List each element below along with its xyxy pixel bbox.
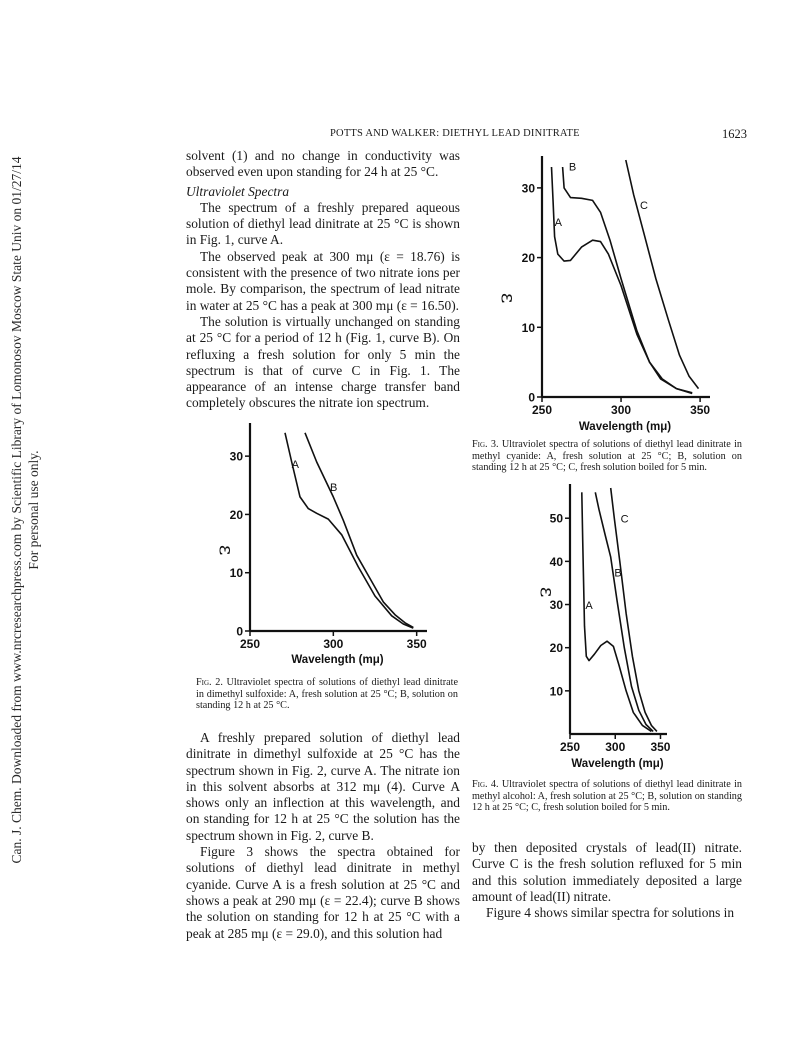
- curve-b: [305, 433, 413, 628]
- x-tick-label: 250: [239, 637, 261, 651]
- y-tick-label: 10: [549, 684, 563, 699]
- y-tick-label: 10: [229, 566, 243, 581]
- download-notice-line2: For personal use only.: [26, 450, 41, 570]
- x-axis-label: Wavelength (mμ): [571, 758, 664, 770]
- curve-label-a: A: [585, 599, 593, 612]
- y-axis-label: ε: [215, 544, 239, 556]
- figure-2-caption: [196, 677, 458, 712]
- section-heading: Ultraviolet Spectra: [186, 183, 290, 199]
- figure-2-caption-label: Fig. 2.: [196, 677, 223, 688]
- y-tick-label: 30: [229, 449, 243, 464]
- figure-2-caption-text: Ultraviolet spectra of solutions of diethyl lead dinitrate in dimethyl sulfoxide: A, fresh solution at 25 °C; B, solution on standing 12 h at 25 °C.: [196, 677, 458, 712]
- x-axis-label: Wavelength (mμ): [291, 654, 384, 666]
- figure-2-chart: [190, 415, 465, 675]
- curve-label-a: A: [554, 217, 562, 230]
- y-tick-label: 30: [549, 598, 563, 613]
- y-tick-label: 10: [521, 320, 535, 335]
- y-tick-label: 20: [521, 251, 535, 266]
- figure-4-caption-label: Fig. 4.: [472, 779, 499, 790]
- left-column-bottom-text: [186, 730, 460, 942]
- download-notice-sidebar: [0, 60, 60, 960]
- right-column-bottom-text: [472, 840, 742, 921]
- paragraph: The observed peak at 300 mμ (ε = 18.76) is consistent with the presence of two nitrate ions per mole. By comparison, the spectrum of lead nitrate in water at 25 °C has a peak at 300 mμ (ε = 16.50).: [186, 248, 460, 313]
- left-column-top-text: [186, 148, 460, 412]
- y-tick-label: 30: [521, 181, 535, 196]
- curve-label-b: B: [568, 161, 577, 174]
- y-tick-label: 0: [528, 390, 535, 405]
- x-tick-label: 300: [605, 740, 626, 754]
- figure-3-caption-text: Ultraviolet spectra of solutions of diethyl lead dinitrate in methyl cyanide: A, fresh solution at 25 °C; B, solution on standing 12 h at 25 °C; C, fresh solution boiled for 5 min.: [472, 439, 742, 474]
- paragraph: A freshly prepared solution of diethyl lead dinitrate in dimethyl sulfoxide at 25 °C has the spectrum shown in Fig. 2, curve A. The nitrate ion in this solvent absorbs at 312 mμ (4). Curve A shows only an inflection at this wavelength, and on standing for 12 h at 25 °C the solution has the spectrum shown in Fig. 2, curve B.: [186, 730, 460, 843]
- x-tick-label: 250: [531, 403, 553, 417]
- figure-4-caption-text: Ultraviolet spectra of solutions of diethyl lead dinitrate in methyl alcohol: A, fresh solution at 25 °C; B, solution on standing 12 h at 25 °C; C, fresh solution boiled for 5 min.: [472, 779, 742, 814]
- paragraph: The spectrum of a freshly prepared aqueous solution of diethyl lead dinitrate at 25 °C is shown in Fig. 1, curve A.: [186, 199, 460, 248]
- y-axis-label: ε: [536, 586, 560, 598]
- curve-a: [285, 433, 413, 628]
- page-number: 1623: [722, 127, 747, 141]
- y-axis-label: ε: [497, 292, 521, 304]
- paragraph: The solution is virtually unchanged on standing at 25 °C for a period of 12 h (Fig. 1, curve B). On refluxing a fresh solution for only 5 min the spectrum is that of curve C in Fig. 1. The appearance of an intense charge transfer band completely obscures the nitrate ion spectrum.: [186, 313, 460, 411]
- x-tick-label: 350: [406, 637, 427, 651]
- paragraph: Figure 3 shows the spectra obtained for solutions of diethyl lead dinitrate in methyl cyanide. Curve A is a fresh solution at 25 °C and shows a peak at 290 mμ (ε = 22.4); curve B shows the solution on standing for 12 h at 25 °C with a peak at 285 mμ (ε = 29.0), and this solution had: [186, 844, 460, 941]
- x-tick-label: 250: [559, 740, 581, 754]
- curve-b: [563, 167, 693, 394]
- figure-3-caption-label: Fig. 3.: [472, 439, 499, 450]
- x-tick-label: 350: [650, 740, 671, 754]
- figure-4-chart: [515, 480, 720, 780]
- curve-label-c: C: [620, 513, 629, 526]
- paragraph: Figure 4 shows similar spectra for solutions in: [486, 905, 735, 921]
- download-notice-line1: Can. J. Chem. Downloaded from www.nrcresearchpress.com by Scientific Library of Lomonosov Moscow State Univ on 01/27/14: [9, 156, 24, 864]
- x-tick-label: 300: [611, 403, 632, 417]
- y-tick-label: 20: [549, 641, 563, 656]
- curve-c: [626, 160, 699, 389]
- curve-label-a: A: [291, 458, 300, 471]
- download-notice: [8, 60, 68, 960]
- y-tick-label: 40: [549, 554, 563, 569]
- y-tick-label: 0: [236, 624, 243, 639]
- x-tick-label: 300: [323, 637, 344, 651]
- y-tick-label: 50: [549, 511, 563, 526]
- curve-b: [595, 492, 653, 731]
- x-tick-label: 350: [690, 403, 711, 417]
- curve-label-c: C: [640, 199, 648, 212]
- figure-3-caption: [472, 439, 742, 474]
- paragraph: solvent (1) and no change in conductivity was observed even upon standing for 24 h at 25 °C.: [186, 148, 460, 180]
- paragraph: by then deposited crystals of lead(II) nitrate. Curve C is the fresh solution refluxed for 5 min and this solution immediately deposited a large amount of lead(II) nitrate.: [472, 840, 742, 904]
- x-axis-label: Wavelength (mμ): [578, 421, 672, 433]
- figure-4-caption: [472, 779, 742, 814]
- running-title: POTTS AND WALKER: DIETHYL LEAD DINITRATE: [330, 128, 580, 139]
- curve-label-b: B: [330, 482, 338, 495]
- y-tick-label: 20: [229, 507, 243, 522]
- figure-3-chart: [480, 150, 745, 440]
- curve-label-b: B: [614, 567, 622, 580]
